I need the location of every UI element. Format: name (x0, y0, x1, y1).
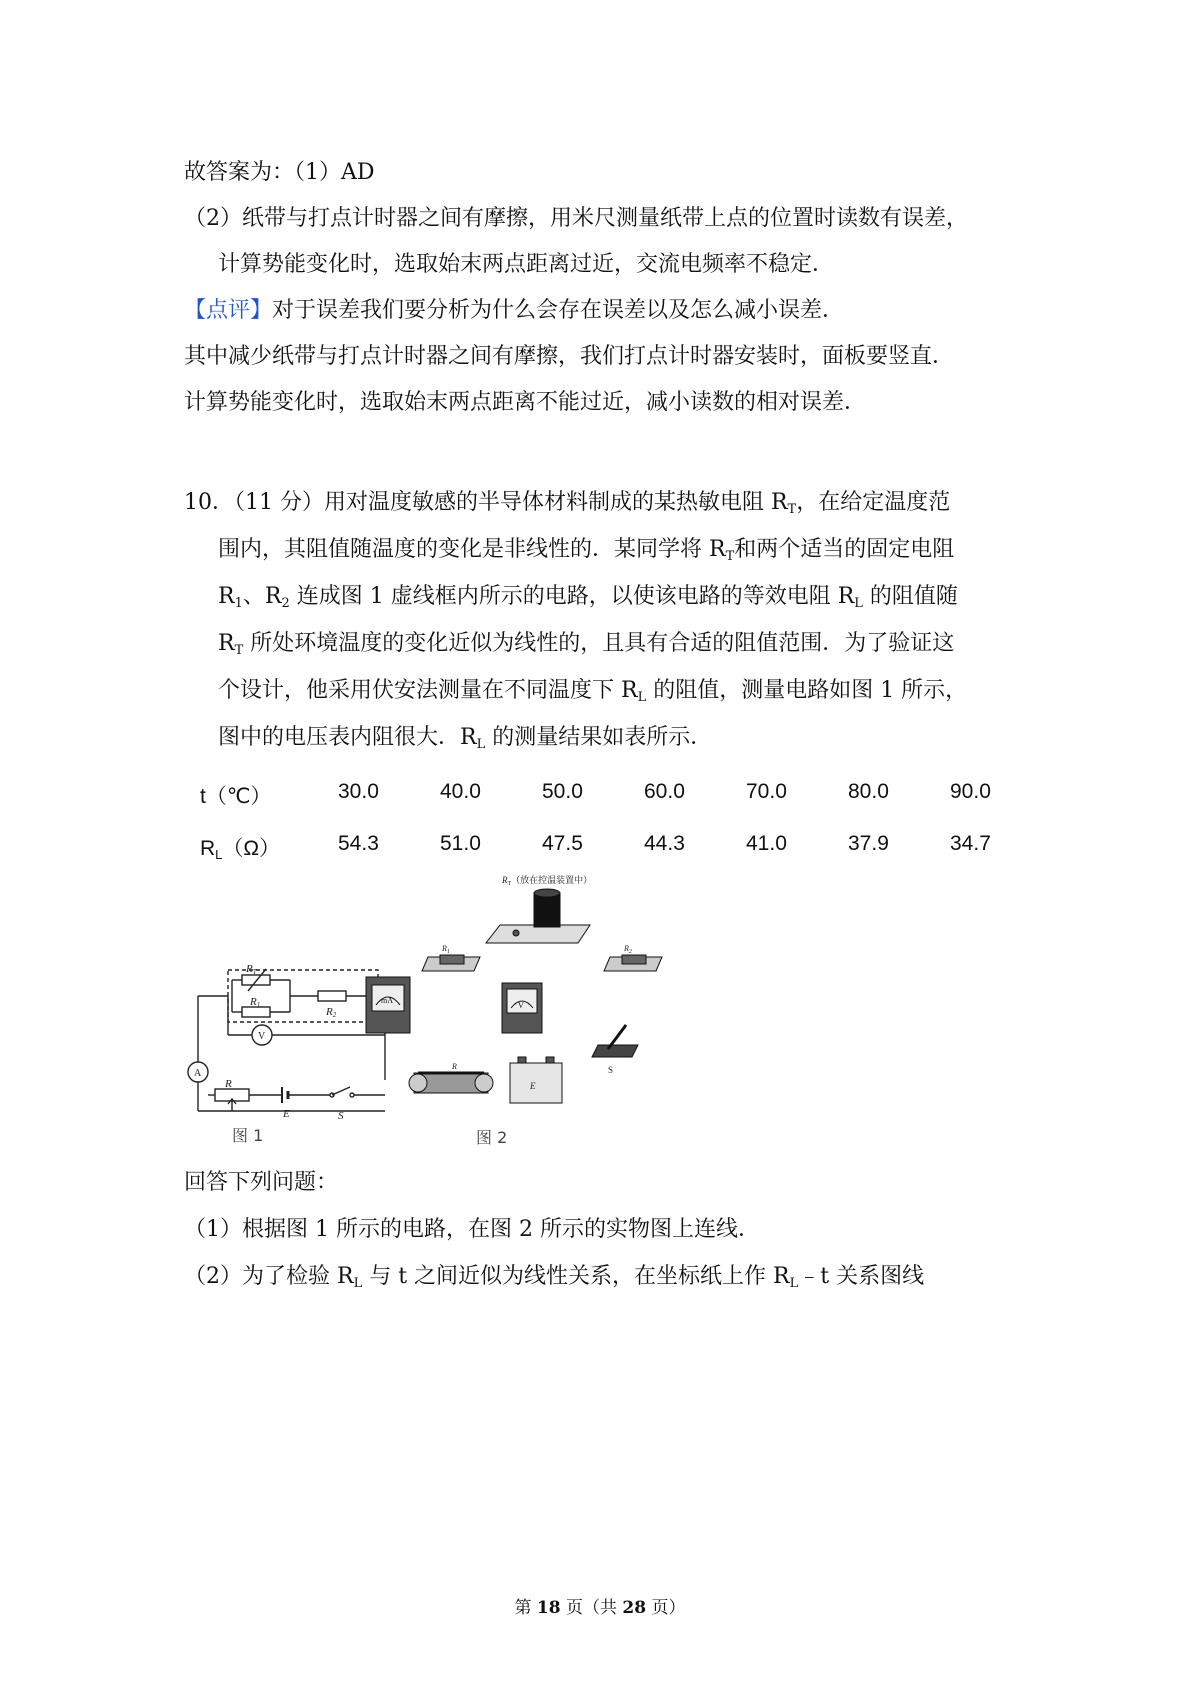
svg-text:V: V (258, 1031, 266, 1042)
circuit-figures (180, 875, 740, 1145)
svg-text:R1: $R_1$ (442, 944, 450, 955)
switch-device (592, 1045, 638, 1057)
milliammeter-device (366, 977, 410, 1033)
question-line-4: $R_T$ 所处环境温度的变化近似为线性的，且具有合适的阻值范围．为了验证这 (218, 631, 955, 658)
table-cell: 70.0 (746, 780, 787, 803)
review-text: 对于误差我们要分析为什么会存在误差以及怎么减小误差． (272, 298, 845, 323)
resistor-r2 (318, 991, 346, 1001)
svg-text:R2: R2 (326, 1006, 337, 1019)
question-line-5: 个设计，他采用伏安法测量在不同温度下 $R_L$ 的阻值，测量电路如图 1 所示， (218, 678, 968, 705)
table-cell: 47.5 (542, 832, 583, 855)
table-cell: 37.9 (848, 832, 889, 855)
table-row-label: t（℃） (200, 785, 272, 808)
page-number: 18 (536, 1598, 561, 1618)
question-line-1: 10．（11 分）用对温度敏感的半导体材料制成的某热敏电阻 $R_T$，在给定温度范 (184, 490, 951, 517)
svg-text:R: R (452, 1062, 457, 1071)
answer-line-6: 计算势能变化时，选取始末两点距离不能过近，减小读数的相对误差． (184, 390, 867, 415)
table-cell: 34.7 (950, 832, 991, 855)
rt-cylinder (534, 893, 560, 927)
svg-text:RT: RT (246, 963, 257, 976)
page-footer: 第 18 页（共 28 页） (514, 1598, 686, 1618)
figure-1-caption: 图 1 (232, 1126, 264, 1145)
svg-text:R1: R1 (250, 996, 261, 1009)
svg-text:S: S (608, 1065, 614, 1075)
table-cell: 30.0 (338, 780, 379, 803)
battery-device (510, 1063, 562, 1103)
table-cell: 54.3 (338, 832, 379, 855)
table-cell: 41.0 (746, 832, 787, 855)
table-cell: 80.0 (848, 780, 889, 803)
after-line-0: 回答下列问题： (184, 1170, 339, 1195)
after-line-1: （1）根据图 1 所示的电路，在图 2 所示的实物图上连线． (184, 1217, 760, 1242)
question-line-3: $R_1$、$R_2$ 连成图 1 虚线框内所示的电路，以使该电路的等效电阻 $R_L$ 的阻值随 (218, 584, 958, 611)
resistor-rt (242, 975, 270, 985)
review-line (184, 296, 844, 326)
svg-text:E: E (283, 1108, 290, 1120)
table-row-label: $R_L(\Omega)$ (200, 837, 281, 862)
answer-line-5: 其中减少纸带与打点计时器之间有摩擦，我们打点计时器安装时，面板要竖直． (184, 344, 955, 369)
svg-text:mA: mA (381, 996, 393, 1005)
answer-line-2: （2）纸带与打点计时器之间有摩擦，用米尺测量纸带上点的位置时读数有误差， (184, 206, 968, 231)
figure-2-components (409, 875, 662, 1103)
after-line-2: （2）为了检验 $R_L$ 与 t 之间近似为线性关系，在坐标纸上作 $R_L﹣t$ 关系图线 (184, 1264, 925, 1291)
answer-line-1: 故答案为：（1）AD (184, 160, 375, 185)
table-cell: 44.3 (644, 832, 685, 855)
rt-caption: $R_T$（放在控温装置中） (502, 875, 593, 887)
table-cell: 51.0 (440, 832, 481, 855)
question-line-2: 围内，其阻值随温度的变化是非线性的．某同学将 $R_T$和两个适当的固定电阻 (218, 537, 955, 564)
svg-text:S: S (338, 1110, 344, 1122)
svg-text:R2: $R_2$ (624, 944, 632, 955)
svg-text:A: A (194, 1068, 202, 1079)
table-cell: 60.0 (644, 780, 685, 803)
review-tag: 【点评】 (184, 298, 273, 323)
page-total: 28 (622, 1598, 647, 1618)
table-cell: 90.0 (950, 780, 991, 803)
svg-text:E: E (530, 1081, 536, 1091)
switch-symbol (332, 1087, 350, 1095)
answer-line-3: 计算势能变化时，选取始末两点距离过近，交流电频率不稳定． (218, 252, 835, 277)
table-cell: 50.0 (542, 780, 583, 803)
figure-2-caption: 图 2 (476, 1128, 508, 1145)
table-cell: 40.0 (440, 780, 481, 803)
rt-plate (486, 925, 590, 943)
svg-text:V: V (518, 1001, 524, 1010)
svg-text:R: R (225, 1078, 232, 1090)
question-line-6: 图中的电压表内阻很大．$R_L$ 的测量结果如表所示． (218, 725, 713, 752)
figure-1-circuit (188, 969, 385, 1111)
